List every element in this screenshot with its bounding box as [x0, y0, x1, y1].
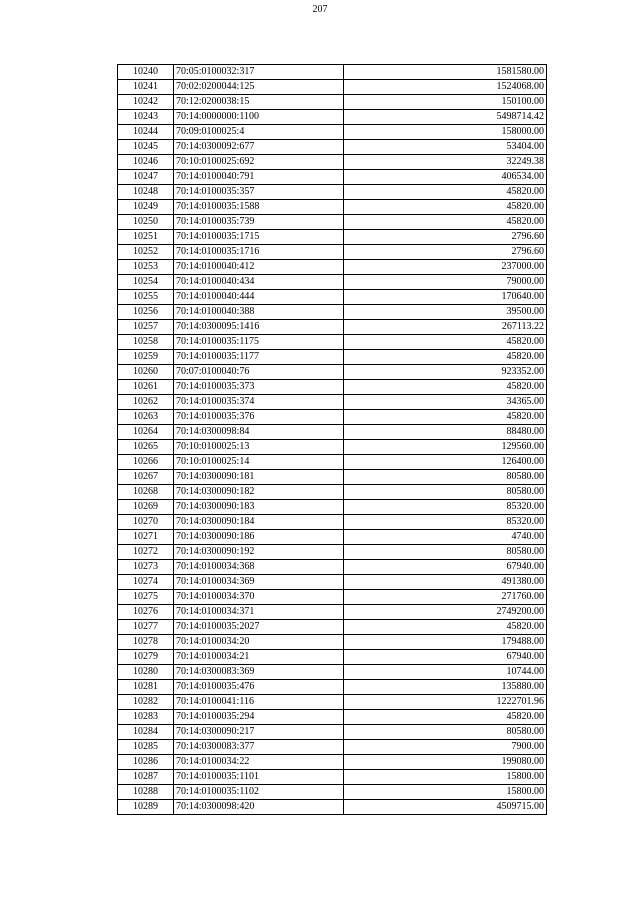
value-cell: 80580.00	[344, 485, 547, 500]
cadastral-number-cell: 70:14:0000000:1100	[174, 110, 344, 125]
table-row	[118, 470, 547, 485]
table-row	[118, 575, 547, 590]
cadastral-number-cell: 70:14:0100035:357	[174, 185, 344, 200]
value-cell: 491380.00	[344, 575, 547, 590]
cadastral-number-cell: 70:10:0100025:692	[174, 155, 344, 170]
table-row	[118, 605, 547, 620]
row-number-cell: 10248	[118, 185, 174, 200]
table-row	[118, 410, 547, 425]
table-row	[118, 425, 547, 440]
row-number-cell: 10277	[118, 620, 174, 635]
row-number-cell: 10285	[118, 740, 174, 755]
cadastral-number-cell: 70:14:0100034:368	[174, 560, 344, 575]
cadastral-number-cell: 70:05:0100032:317	[174, 65, 344, 80]
value-cell: 4740.00	[344, 530, 547, 545]
cadastral-number-cell: 70:14:0300095:1416	[174, 320, 344, 335]
table-row	[118, 530, 547, 545]
cadastral-number-cell: 70:14:0100034:22	[174, 755, 344, 770]
value-cell: 406534.00	[344, 170, 547, 185]
cadastral-number-cell: 70:14:0100034:370	[174, 590, 344, 605]
value-cell: 45820.00	[344, 350, 547, 365]
table-row	[118, 650, 547, 665]
cadastral-number-cell: 70:14:0300098:84	[174, 425, 344, 440]
cadastral-number-cell: 70:12:0200038:15	[174, 95, 344, 110]
value-cell: 923352.00	[344, 365, 547, 380]
table-row	[118, 245, 547, 260]
cadastral-number-cell: 70:14:0100035:1102	[174, 785, 344, 800]
value-cell: 271760.00	[344, 590, 547, 605]
cadastral-number-cell: 70:10:0100025:13	[174, 440, 344, 455]
row-number-cell: 10257	[118, 320, 174, 335]
value-cell: 39500.00	[344, 305, 547, 320]
cadastral-number-cell: 70:14:0300090:184	[174, 515, 344, 530]
value-cell: 5498714.42	[344, 110, 547, 125]
row-number-cell: 10259	[118, 350, 174, 365]
cadastral-number-cell: 70:14:0100040:388	[174, 305, 344, 320]
value-cell: 199080.00	[344, 755, 547, 770]
row-number-cell: 10242	[118, 95, 174, 110]
value-cell: 32249.38	[344, 155, 547, 170]
table-row	[118, 515, 547, 530]
row-number-cell: 10247	[118, 170, 174, 185]
value-cell: 45820.00	[344, 185, 547, 200]
table-row	[118, 335, 547, 350]
cadastral-number-cell: 70:14:0100040:791	[174, 170, 344, 185]
cadastral-number-cell: 70:14:0300083:377	[174, 740, 344, 755]
row-number-cell: 10244	[118, 125, 174, 140]
table-row	[118, 350, 547, 365]
row-number-cell: 10240	[118, 65, 174, 80]
cadastral-number-cell: 70:14:0100035:739	[174, 215, 344, 230]
cadastral-number-cell: 70:14:0300090:181	[174, 470, 344, 485]
value-cell: 34365.00	[344, 395, 547, 410]
table-row	[118, 440, 547, 455]
value-cell: 179488.00	[344, 635, 547, 650]
row-number-cell: 10245	[118, 140, 174, 155]
table-row	[118, 785, 547, 800]
table-body	[118, 65, 547, 815]
value-cell: 158000.00	[344, 125, 547, 140]
table-row	[118, 635, 547, 650]
row-number-cell: 10281	[118, 680, 174, 695]
table-row	[118, 590, 547, 605]
data-table	[117, 64, 547, 815]
table-row	[118, 620, 547, 635]
value-cell: 80580.00	[344, 725, 547, 740]
table-row	[118, 695, 547, 710]
cadastral-number-cell: 70:02:0200044:125	[174, 80, 344, 95]
row-number-cell: 10264	[118, 425, 174, 440]
value-cell: 1581580.00	[344, 65, 547, 80]
row-number-cell: 10261	[118, 380, 174, 395]
table-row	[118, 65, 547, 80]
value-cell: 2796.60	[344, 230, 547, 245]
row-number-cell: 10273	[118, 560, 174, 575]
row-number-cell: 10260	[118, 365, 174, 380]
value-cell: 129560.00	[344, 440, 547, 455]
row-number-cell: 10268	[118, 485, 174, 500]
cadastral-number-cell: 70:07:0100040:76	[174, 365, 344, 380]
cadastral-number-cell: 70:14:0100035:1715	[174, 230, 344, 245]
value-cell: 67940.00	[344, 560, 547, 575]
row-number-cell: 10282	[118, 695, 174, 710]
cadastral-number-cell: 70:14:0100034:20	[174, 635, 344, 650]
row-number-cell: 10262	[118, 395, 174, 410]
table-row	[118, 800, 547, 815]
row-number-cell: 10255	[118, 290, 174, 305]
cadastral-number-cell: 70:14:0100035:376	[174, 410, 344, 425]
row-number-cell: 10286	[118, 755, 174, 770]
row-number-cell: 10283	[118, 710, 174, 725]
value-cell: 2796.60	[344, 245, 547, 260]
table-row	[118, 665, 547, 680]
table-row	[118, 125, 547, 140]
value-cell: 85320.00	[344, 500, 547, 515]
table-row	[118, 290, 547, 305]
cadastral-number-cell: 70:14:0300092:677	[174, 140, 344, 155]
row-number-cell: 10274	[118, 575, 174, 590]
row-number-cell: 10250	[118, 215, 174, 230]
row-number-cell: 10284	[118, 725, 174, 740]
row-number-cell: 10270	[118, 515, 174, 530]
value-cell: 45820.00	[344, 410, 547, 425]
table-row	[118, 305, 547, 320]
table-row	[118, 140, 547, 155]
cadastral-number-cell: 70:14:0100035:374	[174, 395, 344, 410]
cadastral-number-cell: 70:14:0100035:476	[174, 680, 344, 695]
cadastral-number-cell: 70:14:0100040:434	[174, 275, 344, 290]
row-number-cell: 10289	[118, 800, 174, 815]
row-number-cell: 10278	[118, 635, 174, 650]
table-row	[118, 545, 547, 560]
cadastral-number-cell: 70:14:0300090:182	[174, 485, 344, 500]
value-cell: 88480.00	[344, 425, 547, 440]
table-row	[118, 215, 547, 230]
row-number-cell: 10251	[118, 230, 174, 245]
table-row	[118, 395, 547, 410]
cadastral-number-cell: 70:14:0300098:420	[174, 800, 344, 815]
value-cell: 1524068.00	[344, 80, 547, 95]
table-row	[118, 365, 547, 380]
value-cell: 15800.00	[344, 785, 547, 800]
table-row	[118, 80, 547, 95]
row-number-cell: 10287	[118, 770, 174, 785]
cadastral-number-cell: 70:14:0100040:412	[174, 260, 344, 275]
value-cell: 1222701.96	[344, 695, 547, 710]
row-number-cell: 10269	[118, 500, 174, 515]
value-cell: 15800.00	[344, 770, 547, 785]
row-number-cell: 10266	[118, 455, 174, 470]
table-row	[118, 110, 547, 125]
value-cell: 4509715.00	[344, 800, 547, 815]
row-number-cell: 10265	[118, 440, 174, 455]
cadastral-number-cell: 70:10:0100025:14	[174, 455, 344, 470]
table-row	[118, 155, 547, 170]
row-number-cell: 10243	[118, 110, 174, 125]
table-row	[118, 380, 547, 395]
table-row	[118, 710, 547, 725]
row-number-cell: 10267	[118, 470, 174, 485]
cadastral-number-cell: 70:14:0100040:444	[174, 290, 344, 305]
row-number-cell: 10271	[118, 530, 174, 545]
row-number-cell: 10276	[118, 605, 174, 620]
value-cell: 267113.22	[344, 320, 547, 335]
cadastral-number-cell: 70:14:0300090:217	[174, 725, 344, 740]
table-row	[118, 455, 547, 470]
value-cell: 7900.00	[344, 740, 547, 755]
value-cell: 10744.00	[344, 665, 547, 680]
table-row	[118, 770, 547, 785]
cadastral-number-cell: 70:14:0100034:369	[174, 575, 344, 590]
value-cell: 126400.00	[344, 455, 547, 470]
cadastral-number-cell: 70:14:0100034:21	[174, 650, 344, 665]
table-row	[118, 740, 547, 755]
row-number-cell: 10249	[118, 200, 174, 215]
value-cell: 80580.00	[344, 545, 547, 560]
table-row	[118, 260, 547, 275]
cadastral-number-cell: 70:14:0100035:1177	[174, 350, 344, 365]
table-row	[118, 560, 547, 575]
cadastral-number-cell: 70:14:0300083:369	[174, 665, 344, 680]
table-row	[118, 680, 547, 695]
value-cell: 45820.00	[344, 620, 547, 635]
cadastral-number-cell: 70:14:0100035:1588	[174, 200, 344, 215]
row-number-cell: 10288	[118, 785, 174, 800]
table-row	[118, 500, 547, 515]
row-number-cell: 10280	[118, 665, 174, 680]
value-cell: 45820.00	[344, 710, 547, 725]
row-number-cell: 10279	[118, 650, 174, 665]
cadastral-number-cell: 70:14:0300090:186	[174, 530, 344, 545]
table-row	[118, 320, 547, 335]
table-row	[118, 755, 547, 770]
value-cell: 45820.00	[344, 200, 547, 215]
cadastral-number-cell: 70:14:0100035:1175	[174, 335, 344, 350]
cadastral-number-cell: 70:14:0100035:1716	[174, 245, 344, 260]
cadastral-number-cell: 70:09:0100025:4	[174, 125, 344, 140]
page-number: 207	[312, 4, 328, 15]
value-cell: 45820.00	[344, 335, 547, 350]
row-number-cell: 10272	[118, 545, 174, 560]
row-number-cell: 10252	[118, 245, 174, 260]
table-row	[118, 200, 547, 215]
value-cell: 150100.00	[344, 95, 547, 110]
cadastral-number-cell: 70:14:0100035:2027	[174, 620, 344, 635]
row-number-cell: 10254	[118, 275, 174, 290]
value-cell: 237000.00	[344, 260, 547, 275]
row-number-cell: 10275	[118, 590, 174, 605]
cadastral-number-cell: 70:14:0100034:371	[174, 605, 344, 620]
table-row	[118, 185, 547, 200]
value-cell: 170640.00	[344, 290, 547, 305]
value-cell: 45820.00	[344, 380, 547, 395]
table-row	[118, 725, 547, 740]
table-row	[118, 95, 547, 110]
row-number-cell: 10263	[118, 410, 174, 425]
cadastral-number-cell: 70:14:0100035:373	[174, 380, 344, 395]
value-cell: 45820.00	[344, 215, 547, 230]
value-cell: 79000.00	[344, 275, 547, 290]
value-cell: 135880.00	[344, 680, 547, 695]
row-number-cell: 10253	[118, 260, 174, 275]
cadastral-number-cell: 70:14:0100035:1101	[174, 770, 344, 785]
row-number-cell: 10241	[118, 80, 174, 95]
cadastral-number-cell: 70:14:0100041:116	[174, 695, 344, 710]
cadastral-number-cell: 70:14:0300090:183	[174, 500, 344, 515]
row-number-cell: 10256	[118, 305, 174, 320]
row-number-cell: 10258	[118, 335, 174, 350]
value-cell: 67940.00	[344, 650, 547, 665]
value-cell: 85320.00	[344, 515, 547, 530]
row-number-cell: 10246	[118, 155, 174, 170]
table-row	[118, 170, 547, 185]
table-row	[118, 485, 547, 500]
cadastral-number-cell: 70:14:0300090:192	[174, 545, 344, 560]
table-row	[118, 275, 547, 290]
value-cell: 80580.00	[344, 470, 547, 485]
value-cell: 53404.00	[344, 140, 547, 155]
cadastral-number-cell: 70:14:0100035:294	[174, 710, 344, 725]
table-row	[118, 230, 547, 245]
value-cell: 2749200.00	[344, 605, 547, 620]
